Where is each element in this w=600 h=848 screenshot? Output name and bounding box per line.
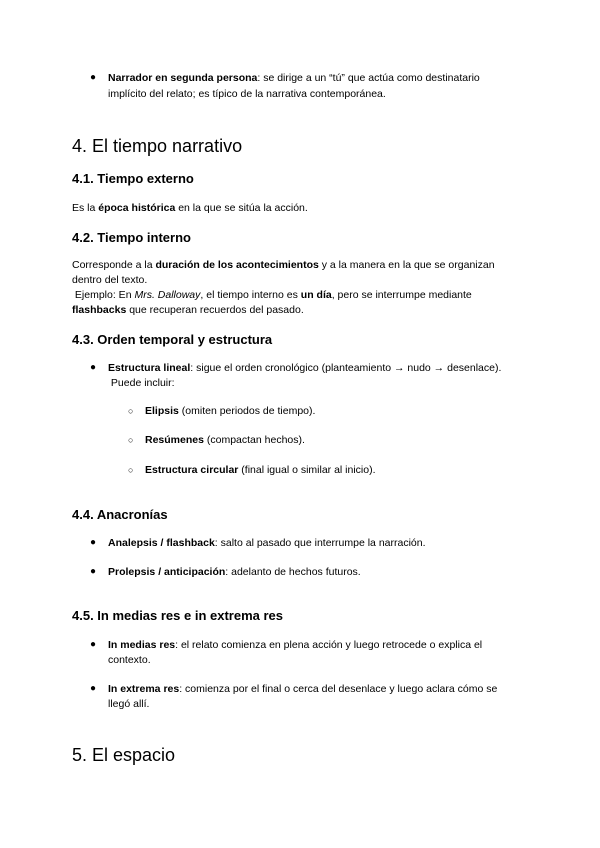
- heading-orden-temporal: 4.3. Orden temporal y estructura: [72, 332, 273, 347]
- list-item-in-extrema-res: In extrema res: comienza por el final o cerca del desenlace y luego aclara cómo se: [108, 683, 498, 695]
- paragraph-ejemplo-line2: flashbacks que recuperan recuerdos del pasado.: [72, 304, 304, 316]
- paragraph-ejemplo: Ejemplo: En Mrs. Dalloway, el tiempo interno es un día, pero se interrumpe mediante: [72, 289, 472, 301]
- sub-list-item-estructura-circular: Estructura circular (final igual o similar al inicio).: [145, 464, 376, 476]
- list-item-prolepsis: Prolepsis / anticipación: adelanto de hechos futuros.: [108, 566, 361, 578]
- sub-list-item-resumenes: Resúmenes (compactan hechos).: [145, 434, 305, 446]
- paragraph-tiempo-externo: Es la época histórica en la que se sitúa la acción.: [72, 202, 308, 214]
- list-item-estructura-lineal: Estructura lineal: sigue el orden cronológico (planteamiento → nudo → desenlace).: [108, 362, 502, 374]
- heading-anacronias: 4.4. Anacronías: [72, 507, 168, 522]
- sub-bullet-icon: ○: [128, 465, 134, 475]
- heading-medias-extrema: 4.5. In medias res e in extrema res: [72, 608, 284, 623]
- list-item-narrador-segunda-line2: implícito del relato; es típico de la narrativa contemporánea.: [108, 88, 386, 100]
- sub-bullet-icon: ○: [128, 406, 134, 416]
- list-item-in-medias-res-line2: contexto.: [108, 654, 151, 666]
- paragraph-tiempo-interno-line2: dentro del texto.: [72, 274, 148, 286]
- sub-bullet-icon: ○: [128, 435, 134, 445]
- heading-tiempo-externo: 4.1. Tiempo externo: [72, 171, 194, 186]
- bullet-icon: ●: [90, 566, 97, 577]
- bullet-icon: ●: [90, 72, 97, 83]
- sub-list-item-elipsis: Elipsis (omiten periodos de tiempo).: [145, 405, 316, 417]
- list-item-estructura-lineal-line2: Puede incluir:: [108, 377, 175, 389]
- bullet-icon: ●: [90, 537, 97, 548]
- list-item-narrador-segunda: Narrador en segunda persona: se dirige a un “tú” que actúa como destinatario: [108, 72, 480, 84]
- list-item-in-extrema-res-line2: llegó allí.: [108, 698, 150, 710]
- bullet-icon: ●: [90, 362, 97, 373]
- bullet-icon: ●: [90, 639, 97, 650]
- paragraph-tiempo-interno: Corresponde a la duración de los acontecimientos y a la manera en la que se organizan: [72, 259, 495, 271]
- heading-tiempo-interno: 4.2. Tiempo interno: [72, 230, 191, 245]
- heading-el-espacio: 5. El espacio: [72, 745, 176, 765]
- list-item-analepsis: Analepsis / flashback: salto al pasado que interrumpe la narración.: [108, 537, 426, 549]
- list-item-in-medias-res: In medias res: el relato comienza en plena acción y luego retrocede o explica el: [108, 639, 483, 651]
- heading-tiempo-narrativo: 4. El tiempo narrativo: [72, 136, 243, 156]
- bullet-icon: ●: [90, 683, 97, 694]
